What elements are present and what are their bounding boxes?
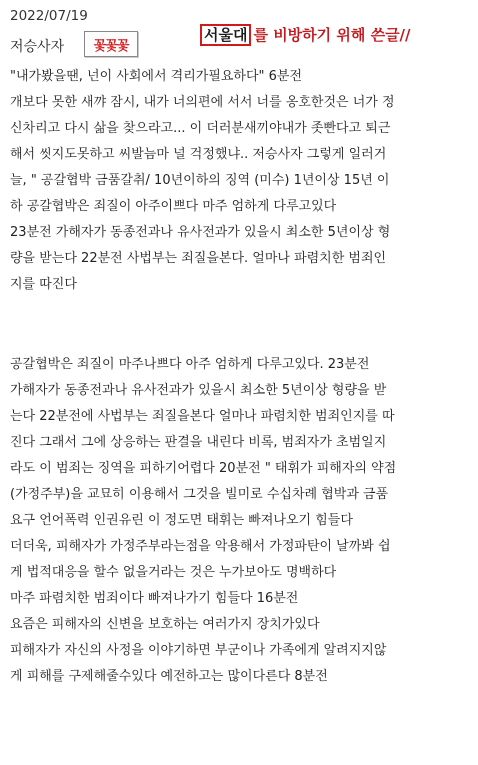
headline-boxed-word: 서울대 xyxy=(200,24,251,46)
paragraph-1 xyxy=(10,64,468,298)
text-line: 늘, " 공갈협박 금품갈취/ 10년이하의 징역 (미수) 1년이상 15년 이 xyxy=(10,173,390,188)
text-line: 요즘은 피해자의 신변을 보호하는 여러가지 장치가있다 xyxy=(10,617,320,632)
text-line: 피해자가 자신의 사정을 이야기하면 부군이나 가족에게 알려지지않 xyxy=(10,643,387,658)
text-line: 량을 받는다 22분전 사법부는 죄질을본다. 얼마나 파렴치한 범죄인 xyxy=(10,251,387,266)
text-line: 진다 그래서 그에 상응하는 판결을 내린다 비록, 범죄자가 초범일지 xyxy=(10,435,387,450)
text-line: 요구 언어폭력 인권유린 이 정도면 태휘는 빠져나오기 힘들다 xyxy=(10,513,353,528)
headline-rest: 를 비방하기 위해 쓴글// xyxy=(253,26,411,44)
text-line: 가해자가 동종전과나 유사전과가 있을시 최소한 5년이상 형량을 받 xyxy=(10,383,387,398)
text-line: 더더욱, 피해자가 가정주부라는점을 악용해서 가정파탄이 날까봐 쉽 xyxy=(10,539,391,554)
text-line: 게 피해를 구제해줄수있다 예전하고는 많이다른다 8분전 xyxy=(10,669,328,684)
text-line: 해서 씻지도못하고 씨발늠마 널 걱정했냐.. 저승사자 그렇게 일러거 xyxy=(10,147,387,162)
text-line: (가정주부)을 교묘히 이용해서 그것을 빌미로 수십차례 협박과 금품 xyxy=(10,487,389,502)
text-line: 신차리고 다시 삶을 찾으라고... 이 더러분새끼야내가 좃빤다고 퇴근 xyxy=(10,121,391,136)
text-line: 지를 따진다 xyxy=(10,277,77,292)
text-line: 는다 22분전에 사법부는 죄질을본다 얼마나 파렴치한 범죄인지를 따 xyxy=(10,409,395,424)
text-line: 23분전 가해자가 동종전과나 유사전과가 있을시 최소한 5년이상 형 xyxy=(10,225,391,240)
text-line: 게 법적대응을 할수 없을거라는 것은 누가보아도 명백하다 xyxy=(10,565,337,580)
author-label: 저승사자 xyxy=(10,39,65,55)
text-line: 마주 파렴치한 범죄이다 빠져나가기 힘들다 16분전 xyxy=(10,591,299,606)
text-line: 공갈협박은 죄질이 마주나쁘다 아주 엄하게 다루고있다. 23분전 xyxy=(10,357,370,372)
post-date: 2022/07/19 xyxy=(10,8,88,24)
paragraph-2 xyxy=(10,352,468,690)
author-badge: 꽃꽃꽃 xyxy=(84,31,138,57)
text-line: "내가봤을땐, 넌이 사회에서 격리가필요하다" 6분전 xyxy=(10,69,303,84)
text-line: 라도 이 범죄는 징역을 피하기어렵다 20분전 " 태휘가 피해자의 약점 xyxy=(10,461,397,476)
text-line: 개보다 못한 새꺄 잠시, 내가 너의편에 서서 너를 옹호한것은 너가 정 xyxy=(10,95,395,110)
text-line: 하 공갈협박은 죄질이 아주이쁘다 마주 엄하게 다루고있다 xyxy=(10,199,337,214)
headline xyxy=(200,24,411,45)
